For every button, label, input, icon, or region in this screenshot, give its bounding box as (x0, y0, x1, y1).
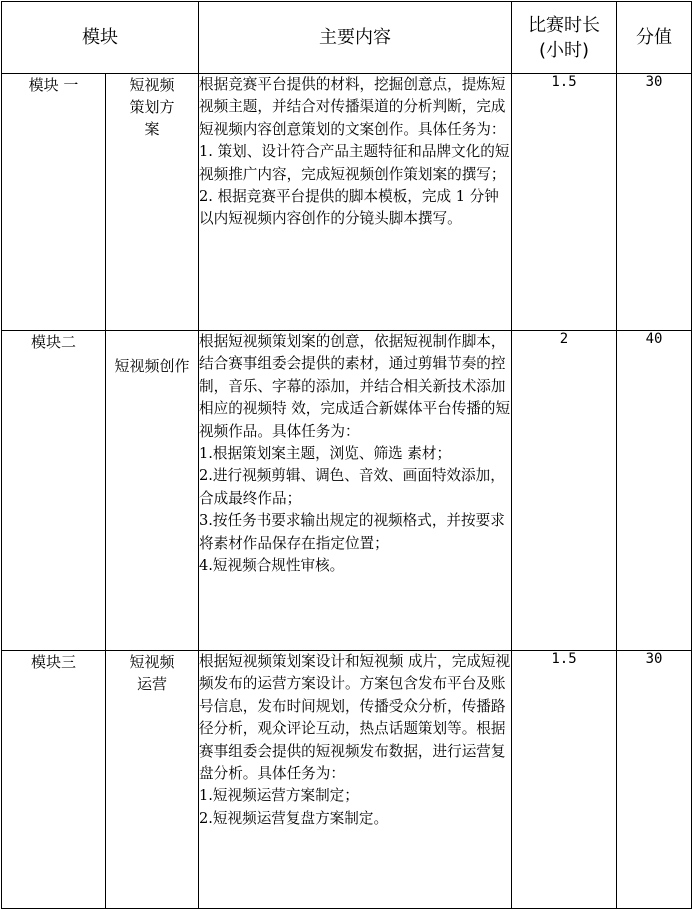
module-name-cell: 短视频创作 (106, 331, 199, 651)
header-score: 分值 (617, 2, 692, 74)
module-name-cell: 短视频 运营 (106, 651, 199, 909)
header-duration: 比赛时长 (小时) (512, 2, 617, 74)
module-duration-cell: 1.5 (512, 74, 617, 331)
header-module: 模块 (2, 2, 199, 74)
module-table (1, 1, 692, 909)
module-duration-cell: 1.5 (512, 651, 617, 909)
module-name-cell: 短视频 策划方 案 (106, 74, 199, 331)
module-content-cell: 根据短视频策划案设计和短视频 成片，完成短视频发布的运营方案设计。方案包含发布平台及账号信息，发布时间规划，传播受众分析，传播路径分析，观众评论互动，热点话题策划等。根据赛事组委会提供的短视频发布数据，进行运营复盘分析。具体任务为： 1.短视频运营方案制定； 2.短视频运营复盘方案制定。 (199, 651, 512, 909)
table-row (2, 331, 692, 651)
table-row (2, 74, 692, 331)
module-id-cell: 模块二 (2, 331, 106, 651)
module-score-cell: 30 (617, 651, 692, 909)
module-score-cell: 30 (617, 74, 692, 331)
module-duration-cell: 2 (512, 331, 617, 651)
module-id-cell: 模块 一 (2, 74, 106, 331)
module-id-cell: 模块三 (2, 651, 106, 909)
header-content: 主要内容 (199, 2, 512, 74)
module-content-cell: 根据竞赛平台提供的材料，挖掘创意点，提炼短视频主题，并结合对传播渠道的分析判断，完成短视频内容创意策划的文案创作。具体任务为： 1. 策划、设计符合产品主题特征和品牌文化的短视频推广内容，完成短视频创作策划案的撰写； 2. 根据竞赛平台提供的脚本模板，完成 1 分钟以内短视频内容创作的分镜头脚本撰写。 (199, 74, 512, 331)
module-content-cell: 根据短视频策划案的创意，依据短视制作脚本，结合赛事组委会提供的素材，通过剪辑节奏的控制，音乐、字幕的添加，并结合相关新技术添加相应的视频特 效，完成适合新媒体平台传播的短视频作品。具体任务为： 1.根据策划案主题，浏览、筛选 素材； 2.进行视频剪辑、调色、音效、画面特效添加，合成最终作品； 3.按任务书要求输出规定的视频格式，并按要求将素材作品保存在指定位置； 4.短视频合规性审核。 (199, 331, 512, 651)
module-score-cell: 40 (617, 331, 692, 651)
header-row (2, 2, 692, 74)
table-row (2, 651, 692, 909)
